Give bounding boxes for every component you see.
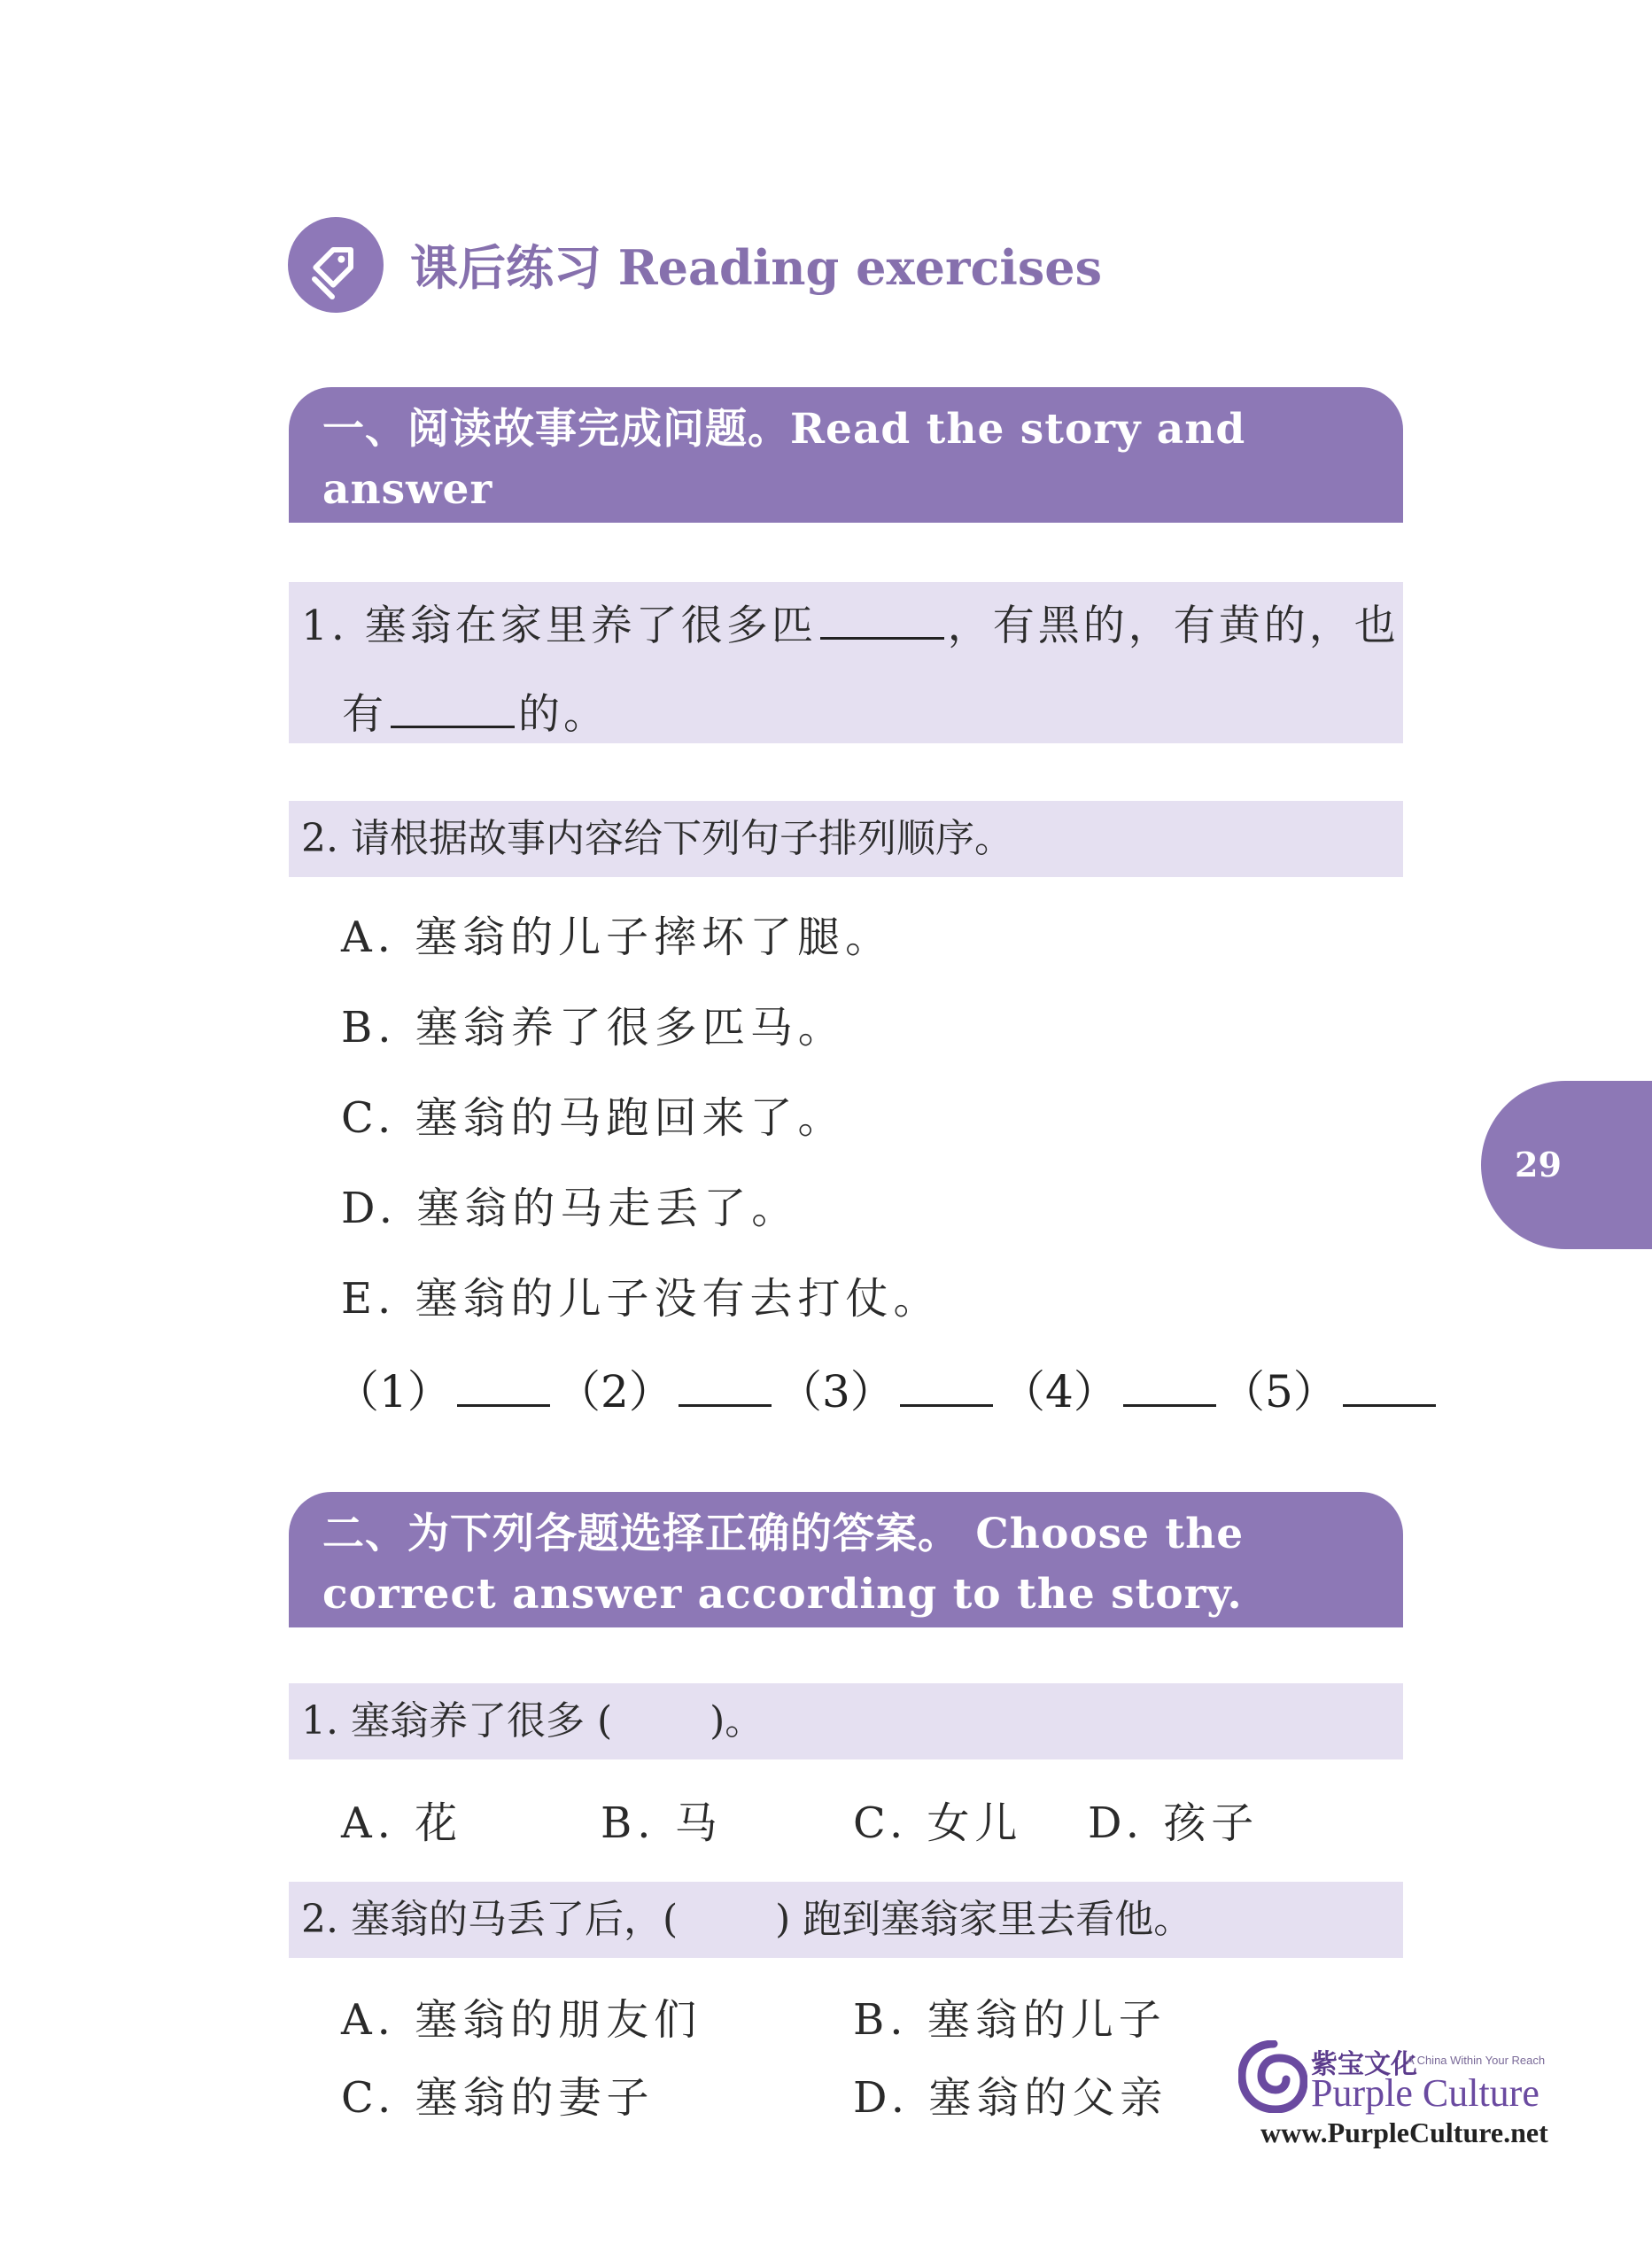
logo-tagline: A China Within Your Reach xyxy=(1407,2054,1546,2067)
s2q2-option-d: D. 塞翁的父亲 xyxy=(853,2073,1168,2123)
section2-heading xyxy=(289,1492,1403,1627)
s2q1-option-d: D. 孩子 xyxy=(1088,1798,1260,1848)
q1-text-part3: 有 xyxy=(342,690,387,739)
order-slot-5[interactable]: （5） xyxy=(1221,1358,1436,1423)
section2-heading-line1: 二、为下列各题选择正确的答案。 Choose the xyxy=(322,1510,1245,1558)
section1-heading-line1: 一、阅读故事完成问题。Read the story and answer xyxy=(322,405,1246,514)
section2-question1 xyxy=(289,1683,1403,1759)
s2q1-option-a: A. 花 xyxy=(341,1798,463,1848)
section2-heading-line2: correct answer according to the story. xyxy=(322,1570,1243,1619)
order-slot-1[interactable]: （1） xyxy=(335,1358,550,1423)
s2q1-option-b: B. 马 xyxy=(601,1798,723,1848)
s2q1-prompt-b: )。 xyxy=(710,1698,764,1744)
section1-heading-line2: the following questions. xyxy=(322,525,905,574)
logo-url[interactable]: www.PurpleCulture.net xyxy=(1260,2117,1548,2148)
purple-culture-logo-icon xyxy=(1238,2040,1307,2113)
s2q1-prompt-a: 1. 塞翁养了很多 ( xyxy=(301,1698,613,1744)
tag-icon xyxy=(288,217,384,313)
logo-english-name: Purple Culture xyxy=(1311,2071,1540,2115)
s2q2-option-b: B. 塞翁的儿子 xyxy=(853,1995,1167,2045)
page-title: 课后练习 Reading exercises xyxy=(410,239,1103,296)
order-slot-2[interactable]: （2） xyxy=(556,1358,772,1423)
logo-chinese-name: 紫宝文化 xyxy=(1311,2049,1417,2080)
s2q2-prompt-b: ) 跑到塞翁家里去看他。 xyxy=(775,1897,1193,1942)
page-number: 29 xyxy=(1515,1145,1562,1184)
q1-text-part1: 1. 塞翁在家里养了很多匹 xyxy=(301,602,817,650)
s2q2-option-a: A. 塞翁的朋友们 xyxy=(341,1995,702,2045)
q1-text-part2: ，有黑的，有黄的，也 xyxy=(947,602,1400,650)
s2q1-option-c: C. 女儿 xyxy=(853,1798,1023,1848)
option-d: D. 塞翁的马走丢了。 xyxy=(341,1184,800,1233)
page-number-tab xyxy=(1481,1081,1652,1249)
option-e: E. 塞翁的儿子没有去打仗。 xyxy=(341,1274,942,1324)
option-a: A. 塞翁的儿子摔坏了腿。 xyxy=(341,913,894,962)
s2q2-option-c: C. 塞翁的妻子 xyxy=(341,2073,655,2123)
section2-question2 xyxy=(289,1882,1403,1958)
order-slot-3[interactable]: （3） xyxy=(778,1358,993,1423)
section1-question1 xyxy=(289,582,1403,743)
s2q2-prompt-a: 2. 塞翁的马丢了后，( xyxy=(301,1897,679,1942)
q1-blank-1[interactable] xyxy=(820,593,944,640)
order-slot-4[interactable]: （4） xyxy=(1001,1358,1216,1423)
q1-blank-2[interactable] xyxy=(391,681,515,728)
section1-heading xyxy=(289,387,1403,574)
option-b: B. 塞翁养了很多匹马。 xyxy=(341,1003,846,1052)
order-answer-row xyxy=(335,1358,1407,1420)
option-c: C. 塞翁的马跑回来了。 xyxy=(341,1093,846,1143)
q1-text-part4: 的。 xyxy=(518,690,609,739)
section1-question2: 2. 请根据故事内容给下列句子排列顺序。 xyxy=(289,801,1403,877)
